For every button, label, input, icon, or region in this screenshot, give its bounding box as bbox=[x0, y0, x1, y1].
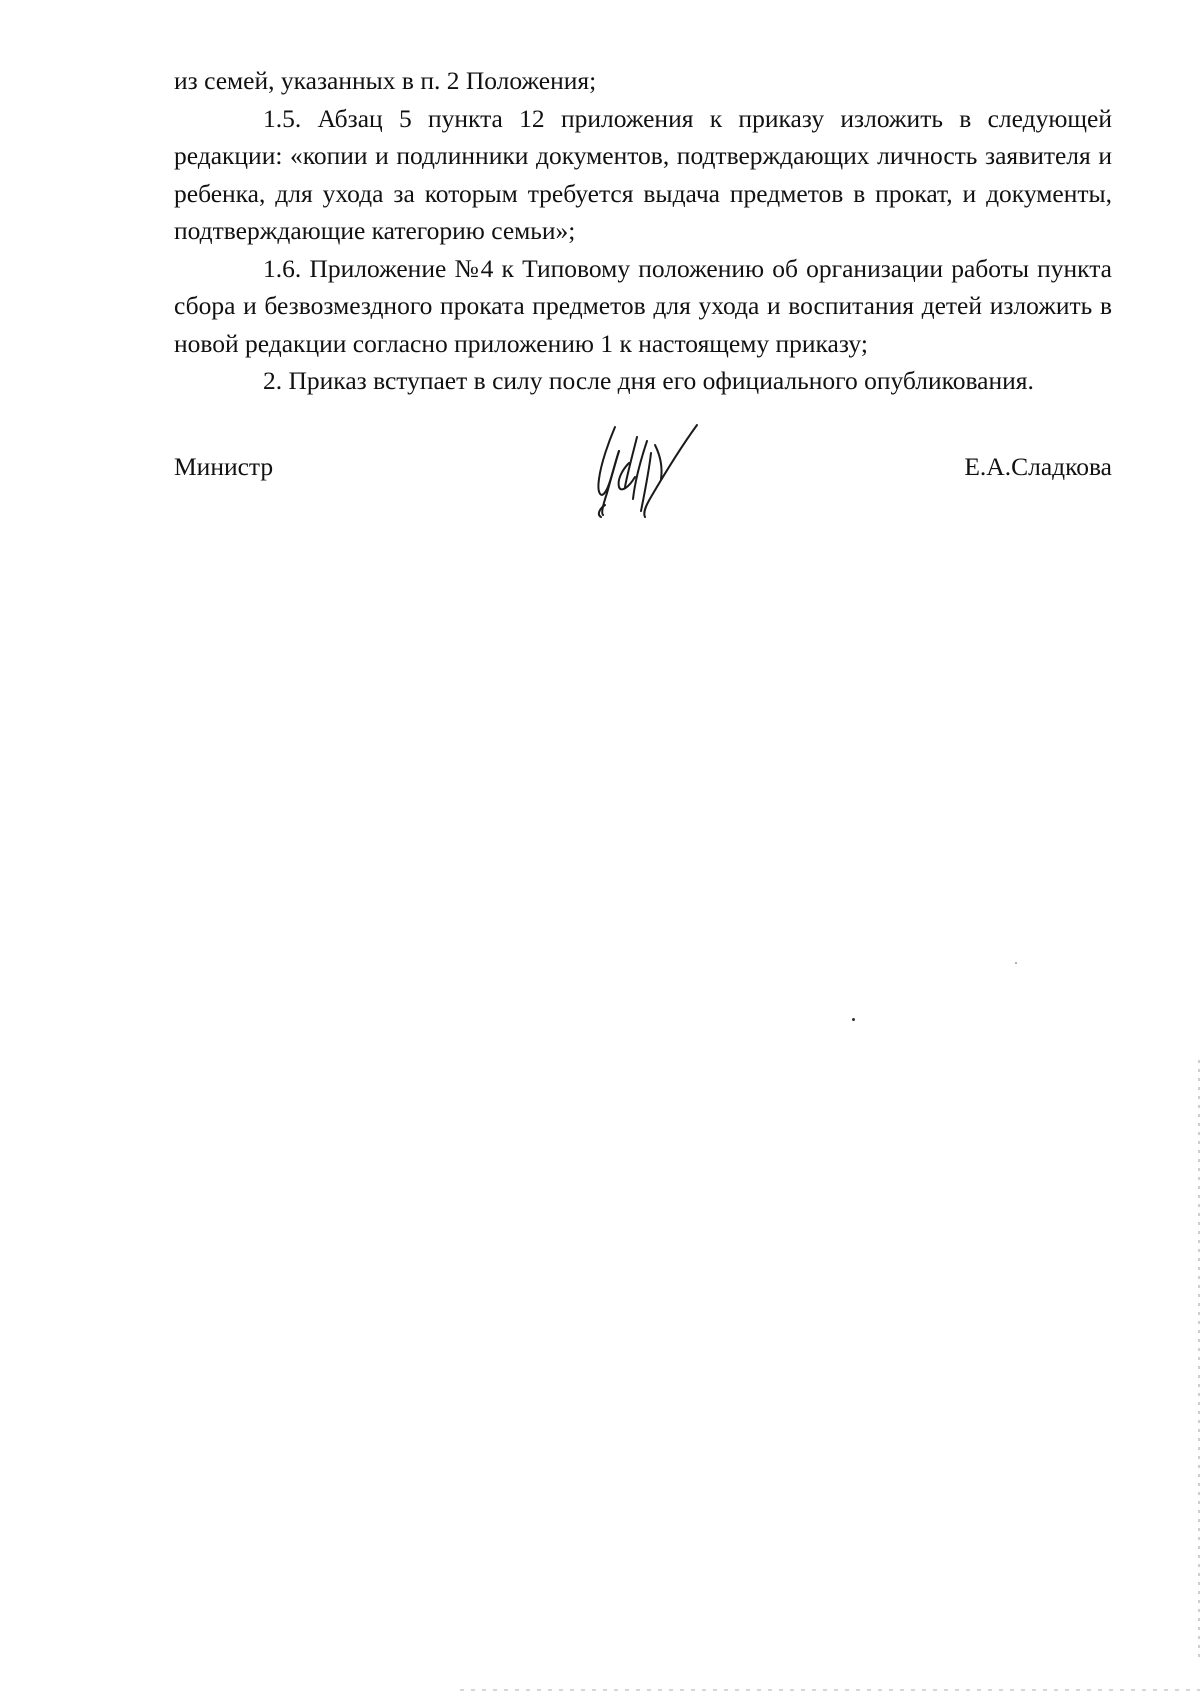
paragraph-continuation: из семей, указанных в п. 2 Положения; bbox=[174, 66, 597, 95]
scan-speck bbox=[1015, 962, 1017, 964]
signatory-name: Е.А.Сладкова bbox=[964, 452, 1112, 481]
paragraph-1-6: 1.6. Приложение №4 к Типовому положению об организации работы пункта сбора и безвозмездного проката предметов для ухода и воспитания детей изложить в новой редакции согласно приложению 1 к настоящему приказу; bbox=[174, 253, 1112, 358]
scan-speck bbox=[852, 1018, 855, 1021]
handwritten-signature-icon bbox=[585, 423, 725, 523]
scan-bottom-artifact bbox=[460, 1689, 1200, 1691]
signatory-title: Министр bbox=[174, 452, 274, 481]
paragraph-2: 2. Приказ вступает в силу после дня его официального опубликования. bbox=[263, 366, 1034, 395]
document-body bbox=[174, 62, 1112, 400]
paragraph-1-5: 1.5. Абзац 5 пункта 12 приложения к приказу изложить в следующей редакции: «копии и подлинники документов, подтверждающих личность заявителя и ребенка, для ухода за которым требуется выдача предметов в прокат, и документы, подтверждающие категорию семьи»; bbox=[174, 103, 1112, 245]
